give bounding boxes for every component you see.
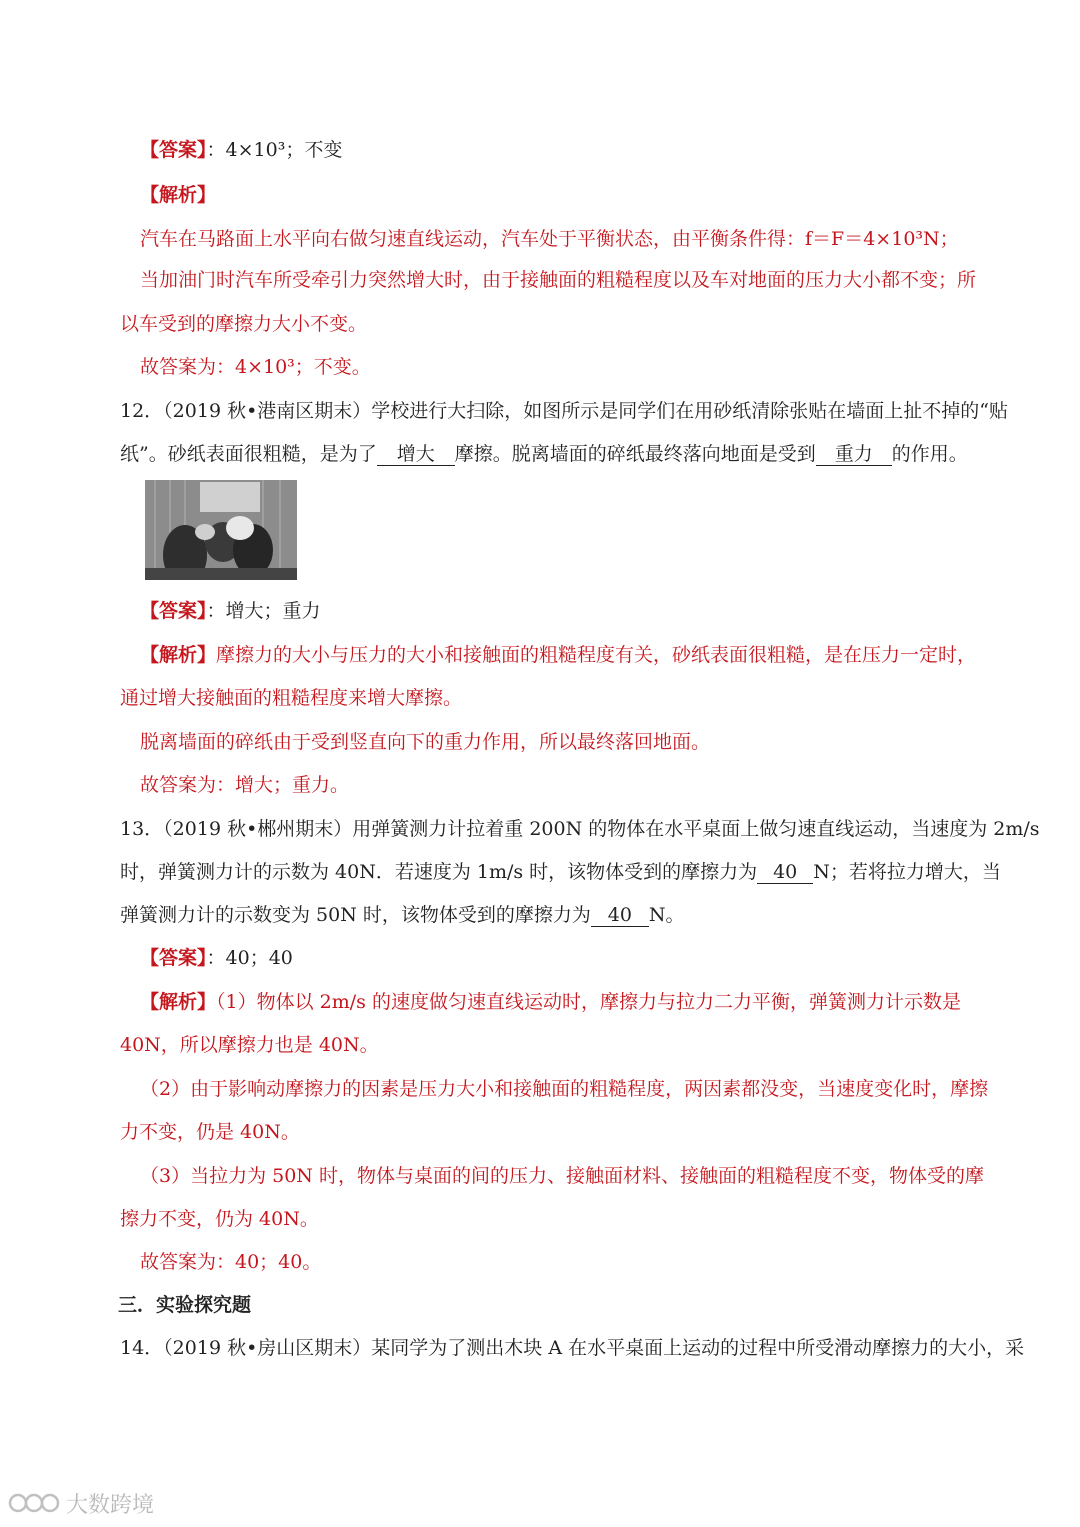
question-text: 摩擦。脱离墙面的碎纸最终落向地面是受到	[454, 443, 816, 465]
section-heading-experiment: 三．实验探究题	[118, 1294, 252, 1316]
analysis-tag: 【解析】	[140, 991, 217, 1013]
analysis-line-q13-4: 力不变，仍是 40N。	[120, 1121, 300, 1143]
conclusion-q12: 故答案为：增大；重力。	[140, 774, 350, 796]
question-text: N。	[648, 904, 685, 926]
analysis-line-q13-3: （2）由于影响动摩擦力的因素是压力大小和接触面的粗糙程度，两因素都没变，当速度变化时，摩擦	[140, 1078, 989, 1100]
watermark-text: 大数跨境	[66, 1492, 155, 1518]
analysis-line-q13-2: 40N，所以摩擦力也是 40N。	[120, 1034, 379, 1056]
question-text: 弹簧测力计的示数变为 50N 时，该物体受到的摩擦力为	[120, 904, 591, 926]
answer-tag: 【答案】	[140, 139, 207, 161]
analysis-line-q11-3: 以车受到的摩擦力大小不变。	[120, 313, 368, 335]
analysis-line-q13-6: 擦力不变，仍为 40N。	[120, 1208, 319, 1230]
fill-blank-1: 增大	[377, 443, 455, 466]
watermark	[8, 1488, 154, 1518]
analysis-line-q11-1: 汽车在马路面上水平向右做匀速直线运动，汽车处于平衡状态，由平衡条件得：f＝F＝4×10³N；	[140, 228, 959, 250]
students-cleaning-wall-photo	[145, 480, 297, 580]
conclusion-q11: 故答案为：4×10³；不变。	[140, 356, 371, 378]
fill-blank-2: 40	[591, 904, 649, 927]
analysis-line-q12-3: 脱离墙面的碎纸由于受到竖直向下的重力作用，所以最终落回地面。	[140, 731, 711, 753]
question-text: 时，弹簧测力计的示数为 40N．若速度为 1m/s 时，该物体受到的摩擦力为	[120, 861, 758, 883]
answer-line-q11	[140, 137, 342, 163]
analysis-line-q11-2: 当加油门时汽车所受牵引力突然增大时，由于接触面的粗糙程度以及车对地面的压力大小都不变；所	[140, 269, 977, 291]
question-13-line-2	[120, 859, 1001, 885]
question-13-line-3	[120, 902, 685, 928]
analysis-text: 摩擦力的大小与压力的大小和接触面的粗糙程度有关，砂纸表面很粗糙，是在压力一定时，	[216, 644, 977, 666]
question-13-line-1: 13．（2019 秋•郴州期末）用弹簧测力计拉着重 200N 的物体在水平桌面上做匀速直线运动，当速度为 2m/s	[120, 818, 1040, 840]
question-14-line-1: 14．（2019 秋•房山区期末）某同学为了测出木块 A 在水平桌面上运动的过程中所受滑动摩擦力的大小，采	[120, 1337, 1025, 1359]
analysis-line-q13-5: （3）当拉力为 50N 时，物体与桌面的间的压力、接触面材料、接触面的粗糙程度不变，物体受的摩	[140, 1165, 984, 1187]
question-text: 纸”。砂纸表面很粗糙，是为了	[120, 443, 377, 465]
fill-blank-1: 40	[757, 861, 813, 884]
question-12-line-2	[120, 441, 968, 467]
analysis-text: （1）物体以 2m/s 的速度做匀速直线运动时，摩擦力与拉力二力平衡，弹簧测力计示数是	[216, 991, 961, 1013]
answer-text: ：40；40	[206, 947, 293, 969]
answer-line-q12	[140, 598, 321, 624]
question-text: N；若将拉力增大，当	[813, 861, 1001, 883]
question-12-line-1: 12．（2019 秋•港南区期末）学校进行大扫除，如图所示是同学们在用砂纸清除张贴在墙面上扯不掉的“贴	[120, 400, 1008, 422]
question-text: 的作用。	[891, 443, 968, 465]
watermark-logo-icon	[8, 1491, 60, 1515]
analysis-line-q13-1	[140, 989, 961, 1015]
analysis-line-q12-1	[140, 642, 976, 668]
answer-tag: 【答案】	[140, 947, 207, 969]
analysis-tag: 【解析】	[140, 644, 217, 666]
answer-tag: 【答案】	[140, 600, 207, 622]
analysis-line-q12-2: 通过增大接触面的粗糙程度来增大摩擦。	[120, 687, 463, 709]
analysis-tag-q11: 【解析】	[140, 184, 217, 206]
answer-text: ：4×10³；不变	[206, 139, 343, 161]
conclusion-q13: 故答案为：40；40。	[140, 1251, 322, 1273]
fill-blank-2: 重力	[816, 443, 892, 466]
answer-text: ：增大；重力	[206, 600, 321, 622]
answer-line-q13	[140, 945, 293, 971]
